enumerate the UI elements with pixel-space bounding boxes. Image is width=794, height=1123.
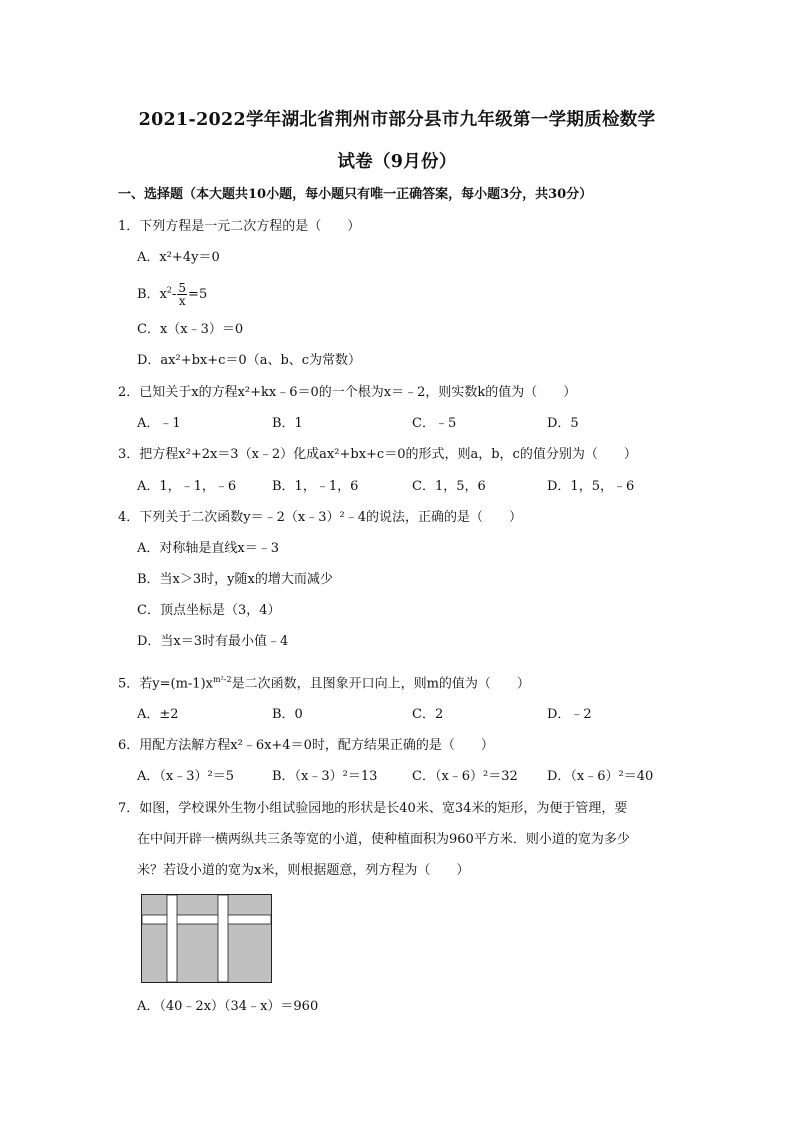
math-exponent: m²-2 xyxy=(212,675,232,684)
question-2-option-a: A．﹣1 xyxy=(137,416,181,431)
question-1-option-a: A．x²+4y＝0 xyxy=(137,250,220,265)
math-var: x xyxy=(159,287,167,302)
question-3-option-a: A．1，﹣1，﹣6 xyxy=(137,479,237,494)
intersection-left xyxy=(168,916,177,924)
page-title-line1: 2021-2022学年湖北省荆州市部分县市九年级第一学期质检数学 xyxy=(138,110,656,130)
question-4-option-d: D．当x＝3时有最小值﹣4 xyxy=(137,634,289,649)
question-3-option-c: C．1，5，6 xyxy=(412,479,486,494)
question-1-option-b xyxy=(137,282,207,307)
section-heading: 一、选择题（本大题共10小题，每小题只有唯一正确答案，每小题3分，共30分） xyxy=(118,187,593,202)
vertical-path-right xyxy=(218,895,228,982)
question-2-option-c: C．﹣5 xyxy=(412,416,457,431)
plot-outline xyxy=(142,895,272,983)
question-2-stem: 2．已知关于x的方程x²+kx﹣6＝0的一个根为x＝﹣2，则实数k的值为（ ） xyxy=(118,385,577,400)
intersection-right xyxy=(219,916,228,924)
fraction-denominator: x xyxy=(178,294,186,308)
question-6-stem: 6．用配方法解方程x²﹣6x+4＝0时，配方结果正确的是（ ） xyxy=(118,738,494,753)
math-exponent: 2 xyxy=(166,285,172,295)
question-5-option-d: D．﹣2 xyxy=(547,707,592,722)
question-5-stem xyxy=(118,672,530,692)
question-2-option-b: B．1 xyxy=(272,416,303,431)
question-4-option-b: B．当x＞3时，y随x的增大而减少 xyxy=(137,572,333,587)
question-6-option-c: C．（x﹣6）²＝32 xyxy=(412,769,518,784)
question-7-option-a: A．（40﹣2x）（34﹣x）＝960 xyxy=(137,999,319,1014)
stem-prefix: 5．若 xyxy=(118,676,153,692)
horizontal-path xyxy=(142,915,271,924)
math-expression: y=(m-1)x xyxy=(152,676,213,692)
question-3-option-b: B．1，﹣1，6 xyxy=(272,479,359,494)
question-6-option-a: A．（x﹣3）²＝5 xyxy=(137,769,234,784)
garden-plot-figure xyxy=(141,894,273,984)
math-fraction xyxy=(177,282,187,307)
question-5-option-a: A．±2 xyxy=(137,707,179,722)
fraction-numerator: 5 xyxy=(178,281,187,295)
question-3-stem: 3．把方程x²+2x＝3（x﹣2）化成ax²+bx+c＝0的形式，则a，b，c的值分别为（ ） xyxy=(118,447,637,462)
math-tail: =5 xyxy=(188,287,208,302)
question-4-option-a: A．对称轴是直线x＝﹣3 xyxy=(137,541,279,556)
question-1-option-d: D．ax²+bx+c＝0（a、b、c为常数） xyxy=(137,353,362,368)
question-5-option-c: C．2 xyxy=(412,707,444,722)
math-operator: - xyxy=(172,287,177,302)
question-6-option-d: D．（x﹣6）²＝40 xyxy=(547,769,654,784)
question-3-option-d: D．1，5，﹣6 xyxy=(547,479,635,494)
question-4-stem: 4．下列关于二次函数y＝﹣2（x﹣3）²﹣4的说法，正确的是（ ） xyxy=(118,510,522,525)
question-4-option-c: C．顶点坐标是（3，4） xyxy=(137,603,281,618)
stem-suffix: 是二次函数，且图象开口向上，则m的值为（ ） xyxy=(231,676,530,692)
question-2-option-d: D．5 xyxy=(547,416,579,431)
question-7-line2: 在中间开辟一横两纵共三条等宽的小道，使种植面积为960平方米．则小道的宽为多少 xyxy=(137,832,630,847)
page-title-line2: 试卷（9月份） xyxy=(337,152,457,172)
option-label: B． xyxy=(137,287,160,302)
vertical-path-left xyxy=(167,895,177,982)
question-1-option-c: C．x（x﹣3）＝0 xyxy=(137,322,244,337)
question-7-line1: 7．如图，学校课外生物小组试验园地的形状是长40米、宽34米的矩形，为便于管理，要 xyxy=(118,801,628,816)
question-6-option-b: B．（x﹣3）²＝13 xyxy=(272,769,378,784)
question-7-line3: 米？若设小道的宽为x米，则根据题意，列方程为（ ） xyxy=(137,863,470,878)
question-1-stem: 1．下列方程是一元二次方程的是（ ） xyxy=(118,219,361,234)
question-5-option-b: B．0 xyxy=(272,707,303,722)
